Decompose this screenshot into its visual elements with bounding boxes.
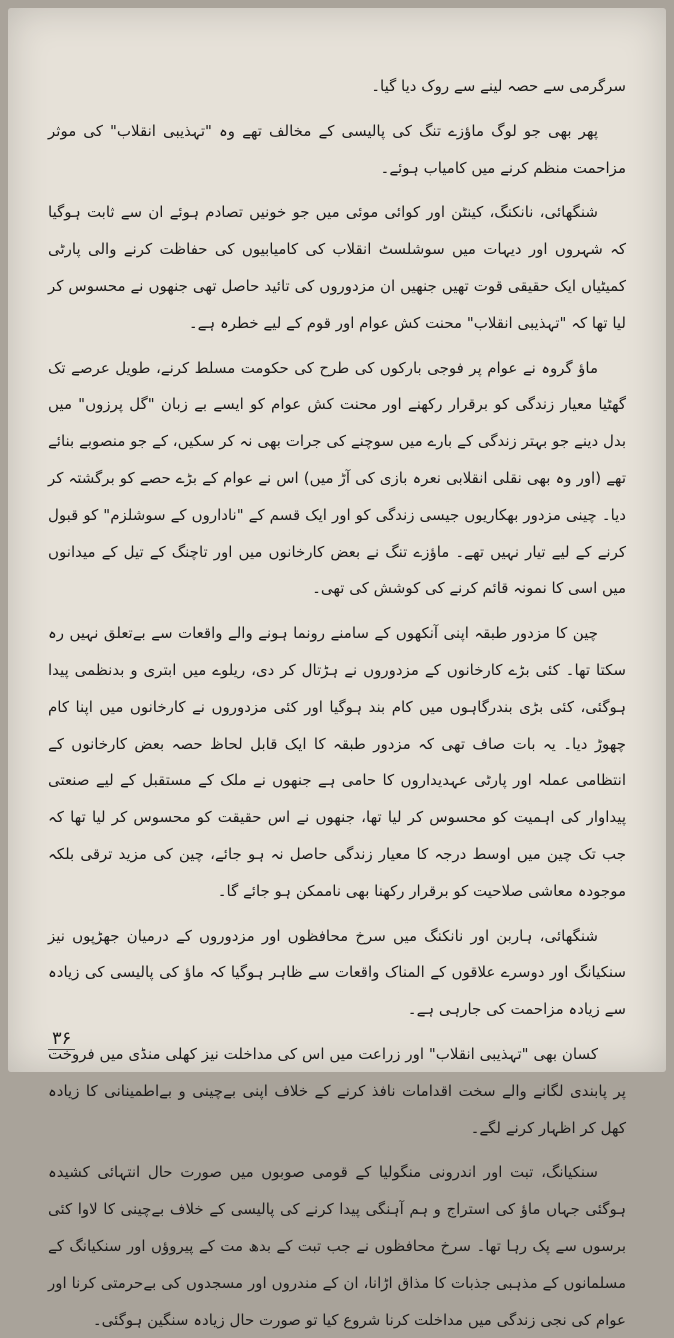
paragraph: چین کا مزدور طبقہ اپنی آنکھوں کے سامنے رونما ہونے والے واقعات سے بےتعلق نہیں رہ سکتا تھا۔ کئی بڑے کارخانوں کے مزدوروں نے ہڑتال کر دی، ریلوے میں ابتری و بدنظمی پیدا ہوگئی، کئی بڑی بندرگاہوں میں کام بند ہوگیا اور کئی مزدوروں نے کارخانوں میں اپنا کام چھوڑ دیا۔ یہ بات صاف تھی کہ مزدور طبقہ کا ایک قابل لحاظ حصہ بعض کارخانوں کے انتظامی عملہ اور پارٹی عہدیداروں کا حامی ہے جنھوں نے ملک کے مستقبل کے لیے صنعتی پیداوار کی اہمیت کو محسوس کر لیا تھا، جنھوں نے اس حقیقت کو محسوس کر لیا تھا کہ جب تک چین میں اوسط درجہ کا معیار زندگی حاصل نہ ہو جائے، چین کی مزید ترقی بلکہ موجودہ معاشی صلاحیت کو برقرار رکھنا بھی ناممکن ہو جائے گا۔ [48,624,626,900]
page-number: ۳۶ [48,1028,75,1050]
paragraph: کسان بھی "تہذیبی انقلاب" اور زراعت میں اس کی مداخلت نیز کھلی منڈی میں فروخت پر پابندی لگانے والے سخت اقدامات نافذ کرنے کے خلاف اپنی بےچینی و بےاطمینانی کا زیادہ کھل کر اظہار کرنے لگے۔ [48,1044,626,1137]
book-page [8,8,666,1329]
paragraph: شنگھائی، نانکنگ، کینٹن اور کوائی موئی میں جو خونیں تصادم ہوئے ان سے ثابت ہوگیا کہ شہروں اور دیہات میں سوشلسٹ انقلاب کی کامیابیوں کی حفاظت کرنے والی پارٹی کمیٹیاں ایک حقیقی قوت تھیں جنھیں ان مزدوروں کی تائید حاصل تھی جنھوں نے محسوس کر لیا تھا کہ "تہذیبی انقلاب" محنت کش عوام اور قوم کے لیے خطرہ ہے۔ [48,203,626,332]
paragraph: سرگرمی سے حصہ لینے سے روک دیا گیا۔ [371,77,626,95]
paragraph: ماؤ گروہ نے عوام پر فوجی بارکوں کی طرح کی حکومت مسلط کرنے، طویل عرصے تک گھٹیا معیار زندگی کو برقرار رکھنے اور محنت کش عوام کو ایسے بے زبان "گل پرزوں" میں بدل دینے جو بہتر زندگی کے بارے میں سوچنے کی جرات بھی نہ کر سکیں، کے جو منصوبے بنائے تھے (اور وہ بھی نقلی انقلابی نعرہ بازی کی آڑ میں) اس نے عوام کے بڑے حصے کو برگشتہ کر دیا۔ چینی مزدور بھکاریوں جیسی زندگی کو اور ایک قسم کے "ناداروں کے سوشلزم" کو قبول کرنے کے لیے تیار نہیں تھے۔ ماؤزے تنگ نے بعض کارخانوں میں اور تاچنگ کے تیل کے میدانوں میں اسی کا نمونہ قائم کرنے کی کوشش کی تھی۔ [48,358,626,598]
paragraph: شنگھائی، ہاربن اور نانکنگ میں سرخ محافظوں اور مزدوروں کے درمیان جھڑپوں نیز سنکیانگ اور دوسرے علاقوں کے المناک واقعات سے ظاہر ہوگیا کہ ماؤ کی پالیسی کی زیادہ سے زیادہ مزاحمت کی جارہی ہے۔ [48,926,626,1019]
paragraph: پھر بھی جو لوگ ماؤزے تنگ کی پالیسی کے مخالف تھے وہ "تہذیبی انقلاب" کی موثر مزاحمت منظم کرنے میں کامیاب ہوئے۔ [48,121,626,177]
paragraph: سنکیانگ، تبت اور اندرونی منگولیا کے قومی صوبوں میں صورت حال انتہائی کشیدہ ہوگئی جہاں ماؤ کی استراج و ہم آہنگی پیدا کرنے کی پالیسی کے خلاف بےچینی کا لاوا کئی برسوں سے پک رہا تھا۔ سرخ محافظوں نے جب تبت کے بدھ مت کے پیروؤں اور سنکیانگ کے مسلمانوں کے مذہبی جذبات کا مذاق اڑانا، ان کے مندروں اور مسجدوں کی بےحرمتی کرنا اور عوام کی نجی زندگی میں مداخلت کرنا شروع کیا تو صورت حال زیادہ سنگین ہوگئی۔ [48,1163,626,1329]
